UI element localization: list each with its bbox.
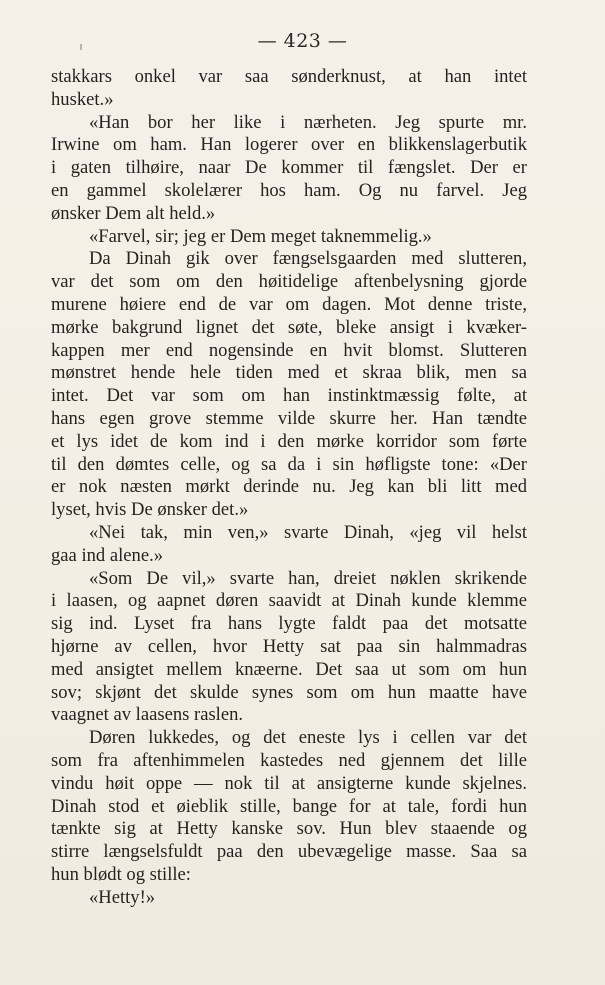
text-line: intet. Det var som om han instinktmæssig følte, at: [51, 385, 527, 407]
text-line: hjørne av cellen, hvor Hetty sat paa sin halmmadras: [51, 635, 527, 657]
text-line: sig ind. Lyset fra hans lygte faldt paa det motsatte: [51, 613, 527, 635]
text-line: «Han bor her like i nærheten. Jeg spurte mr.: [89, 111, 527, 133]
page-number: — 423 —: [257, 30, 348, 52]
text-line: «Nei tak, min ven,» svarte Dinah, «jeg vil helst: [89, 521, 527, 543]
text-line: vindu høit oppe — nok til at ansigterne kunde skjelnes.: [51, 772, 527, 794]
text-line: ønsker Dem alt held.»: [51, 202, 216, 224]
text-line: en gammel skolelærer hos ham. Og nu farvel. Jeg: [51, 179, 527, 201]
text-line: husket.»: [51, 88, 114, 110]
text-line: hun blødt og stille:: [51, 863, 191, 885]
text-line: sov; skjønt det skulde synes som om hun maatte have: [51, 681, 527, 703]
text-line: er nok næsten mørkt derinde nu. Jeg kan bli litt med: [51, 476, 527, 498]
text-line: vaagnet av laasens raslen.: [51, 704, 244, 726]
text-line: stirre længselsfuldt paa den ubevægelige masse. Saa sa: [51, 841, 527, 863]
text-line: som fra aftenhimmelen kastedes ned gjennem det lille: [51, 749, 527, 771]
text-line: Irwine om ham. Han logerer over en blikkenslagerbutik: [51, 134, 527, 156]
text-line: Da Dinah gik over fængselsgaarden med slutteren,: [89, 248, 527, 270]
text-line: i gaten tilhøire, naar De kommer til fængslet. Der er: [51, 157, 527, 179]
text-line: «Hetty!»: [89, 886, 156, 908]
text-line: stakkars onkel var saa sønderknust, at han intet: [51, 66, 527, 87]
text-line: mørke bakgrund lignet det søte, bleke ansigt i kvæker-: [51, 316, 527, 338]
text-line: kappen mer end nogensinde en hvit blomst. Slutteren: [51, 339, 527, 361]
text-line: var det som om den høitidelige aftenbelysning gjorde: [51, 271, 527, 293]
text-line: murene høiere end de var om dagen. Mot denne triste,: [51, 293, 527, 315]
text-line: mønstret hende hele tiden med et skraa blik, men sa: [51, 362, 527, 384]
text-line: med ansigtet mellem knæerne. Det saa ut som om hun: [51, 658, 527, 680]
text-line: lyset, hvis De ønsker det.»: [51, 499, 249, 521]
text-line: et lys idet de kom ind i den mørke korridor som førte: [51, 430, 527, 452]
text-line: Dinah stod et øieblik stille, bange for at tale, fordi hun: [51, 795, 527, 817]
text-line: hans egen grove stemme vilde skurre her. Han tændte: [51, 407, 527, 429]
body-text: [51, 66, 527, 909]
text-line: til den dømtes celle, og sa da i sin høfligste tone: «Der: [51, 453, 527, 475]
text-line: «Farvel, sir; jeg er Dem meget taknemmelig.»: [89, 225, 432, 247]
print-speck: [80, 44, 82, 50]
text-line: «Som De vil,» svarte han, dreiet nøklen skrikende: [89, 567, 527, 589]
text-line: Døren lukkedes, og det eneste lys i cellen var det: [89, 727, 527, 749]
text-line: i laasen, og aapnet døren saavidt at Dinah kunde klemme: [51, 590, 527, 612]
text-line: tænkte sig at Hetty kanske sov. Hun blev staaende og: [51, 818, 527, 840]
text-line: gaa ind alene.»: [51, 544, 164, 566]
